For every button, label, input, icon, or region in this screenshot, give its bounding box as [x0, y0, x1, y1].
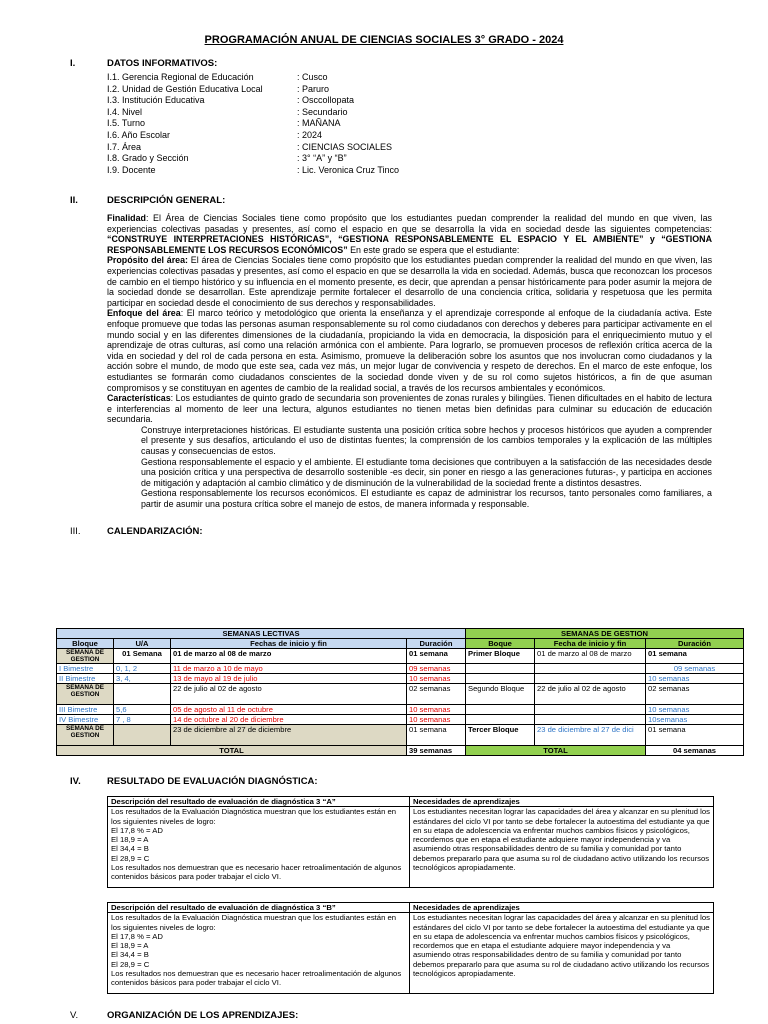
section-4-title: RESULTADO DE EVALUACIÓN DIAGNÓSTICA: [107, 776, 318, 787]
section-3-number: III. [70, 526, 81, 537]
section-5-number: V. [70, 1010, 79, 1021]
proposito-paragraph: Propósito del área: El área de Ciencias Sociales tiene como propósito que los estudiantes puedan comprender la realidad del mundo en que viven, las experiencias colectivas pasadas y presentes, así como el espacio en que se desarrolla la vida en sociedad. Además, busca que reconozcan los procesos de cambio en el tiempo histórico y su influencia en el momento presente, es decir, que aprendan a pensar históricamente para poder asumir la mejora de la sociedad donde se desarrollan. Este aprendizaje permite fortalecer el desarrollo de una conciencia crítica, solidaria y respetuosa que les permita participar en sociedad desde el conocimiento de sus derechos y responsabilidades. [107, 255, 713, 308]
table-row: IV Bimestre 7 , 8 14 de octubre al 20 de diciembre 10 semanas 10semanas [57, 715, 744, 725]
column-header: Duración [646, 639, 744, 649]
list-item: Gestiona responsablemente el espacio y el ambiente. El estudiante toma decisiones que contribuyen a la satisfacción de las necesidades desde una posición crítica y una perspectiva de desarrollo sostenible -es decir, sin poner en riesgo a las generaciones futuras-, y participa en acciones de mitigación y adaptación al cambio climático y de disminución de la vulnerabilidad de la sociedad frente a distintos desastres. [115, 457, 712, 489]
table-row: II Bimestre 3, 4, 13 de mayo al 19 de julio 10 semanas 10 semanas [57, 674, 744, 684]
column-header: Fecha de inicio y fin [535, 639, 646, 649]
column-header: Necesidades de aprendizajes [410, 903, 714, 913]
column-header: Boque [466, 639, 535, 649]
results-cell: Los resultados de la Evaluación Diagnóstica muestran que los estudiantes están en los siguientes niveles de logro: El 17,8 % = AD El 18,9 = A El 34,4 = B El 28,9 = C Los resultados nos demuestran que es necesario hacer retroalimentación de algunos contenidos básicos para poder trabajar el ciclo VI. [108, 807, 410, 888]
section-1-number: I. [70, 58, 76, 69]
bullet-icon [115, 425, 141, 457]
gestion-header: SEMANAS DE GESTION [466, 629, 744, 639]
finalidad-paragraph: Finalidad: El Área de Ciencias Sociales tiene como propósito que los estudiantes puedan comprender la realidad del mundo en que viven, las experiencias colectivas pasadas y presentes, así como el espacio en que se desarrolla la vida en sociedad desde las siguientes competencias: “CONSTRUYE INTERPRETACIONES HISTÓRICAS”, “GESTIONA RESPONSABLEMENTE EL ESPACIO Y EL AMBIENTE” y “GESTIONA RESPONSABLEMENTE LOS RECURSOS ECONÓMICOS” En este grado se espera que el estudiante: [107, 213, 712, 255]
info-row: I.2. Unidad de Gestión Educativa Local : Paruro [107, 83, 330, 94]
section-5-title: ORGANIZACIÓN DE LOS APRENDIZAJES: [107, 1010, 299, 1021]
section-2-number: II. [70, 195, 78, 206]
column-header: Descripción del resultado de evaluación de diagnóstica 3 “A” [108, 797, 410, 807]
diagnostic-table-a [107, 796, 714, 888]
column-header: Necesidades de aprendizajes [410, 797, 714, 807]
section-4-number: IV. [70, 776, 81, 787]
needs-cell: Los estudiantes necesitan lograr las capacidades del área y alcanzar en su plenitud los estándares del ciclo VI por tanto se debe fortalecer la autoestima del estudiante ya que en su etapa de adolescencia va enfrentar muchos cambios físicos y psicológicos, recordemos que en etapa el estudiante adquiere mayor independencia y va asumiendo otras responsabilidades dentro de su familia y comunidad por tanto debemos prepararlo para que asuma su rol de ciudadano activo utilizando los recursos tecnológicos apropiadamente. [410, 913, 714, 994]
table-row: SEMANA DE GESTION 01 Semana 01 de marzo al 08 de marzo 01 semana Primer Bloque 01 de marzo al 08 de marzo 01 semana [57, 649, 744, 664]
table-row: SEMANA DE GESTION 22 de julio al 02 de agosto 02 semanas Segundo Bloque 22 de julio al 02 de agosto 02 semanas [57, 684, 744, 705]
general-description [107, 213, 712, 510]
results-cell: Los resultados de la Evaluación Diagnóstica muestran que los estudiantes están en los siguientes niveles de logro: El 17,8 % = AD El 18,9 = A El 34,4 = B El 28,9 = C Los resultados nos demuestran que es necesario hacer retroalimentación de algunos contenidos básicos para poder trabajar el ciclo VI. [108, 913, 410, 994]
caracteristicas-paragraph: Características: Los estudiantes de quinto grado de secundaria son provenientes de zonas rurales y bilingües. Tienen dificultades en el habito de lectura e interferencias al momento de leer una lectura, algunos estudiantes no tienen metas bien definidas para culminar su educación de educación secundaria. [107, 393, 712, 425]
total-label: TOTAL [466, 746, 646, 756]
list-item: Construye interpretaciones históricas. El estudiante sustenta una posición crítica sobre hechos y procesos históricos que ayuden a comprender el presente y sus desafíos, articulando el uso de distintas fuentes; la comprensión de los cambios temporales y la explicación de las múltiples causas y consecuencias de estos. [115, 425, 712, 457]
info-row: I.8. Grado y Sección : 3° “A” y “B” [107, 153, 347, 164]
table-row: TOTAL 39 semanas TOTAL 04 semanas [57, 746, 744, 756]
lectivas-header: SEMANAS LECTIVAS [57, 629, 466, 639]
total-label: TOTAL [57, 746, 407, 756]
column-header: U/A [114, 639, 171, 649]
column-header: Duración [407, 639, 466, 649]
list-item: Gestiona responsablemente los recursos económicos. El estudiante es capaz de administrar los recursos, tanto personales como familiares, a partir de asumir una postura crítica sobre el manejo de estos, de manera informada y responsable. [115, 488, 712, 509]
table-row: III Bimestre 5,6 05 de agosto al 11 de octubre 10 semanas 10 semanas [57, 705, 744, 715]
enfoque-paragraph: Enfoque del área: El marco teórico y metodológico que orienta la enseñanza y el aprendizaje corresponde al enfoque de la ciudadanía activa. Este enfoque promueve que todas las personas asuman responsablemente su rol como ciudadanos con derechos y deberes para participar activamente en el mundo social y en las diferentes dimensiones de la ciudadanía, propiciando la vida en democracia, la disposición para el enriquecimiento mutuo y el aprendizaje de otras culturas, así como una relación armónica con el ambiente. Para lograrlo, se promueven procesos de reflexión crítica acerca de la vida en sociedad y del rol de cada persona en esta. Asimismo, promueve la deliberación sobre los asuntos que nos involucran como ciudadanos y la acción sobre el mundo, de modo que este sea, cada vez más, un mejor lugar de convivencia y respeto de derechos. En el marco de este enfoque, los estudiantes se formarán como ciudadanos conscientes de la sociedad donde viven y de su rol como sujetos históricos, a fin de que asuman compromisos y se constituyan en agentes de cambio de la realidad social, a través de los recursos ambientales y económicos. [107, 308, 712, 393]
bullet-icon [115, 488, 141, 509]
info-row: I.4. Nivel : Secundario [107, 106, 348, 117]
info-row: I.6. Año Escolar : 2024 [107, 129, 323, 140]
diagnostic-table-b [107, 902, 714, 994]
column-header: Fechas de inicio y fin [171, 639, 407, 649]
section-3-title: CALENDARIZACIÓN: [107, 526, 203, 537]
table-row: I Bimestre 0, 1, 2 11 de marzo a 10 de mayo 09 semanas 09 semanas [57, 664, 744, 674]
calendar-table [56, 628, 744, 756]
section-2-title: DESCRIPCIÓN GENERAL: [107, 195, 226, 206]
info-row: I.3. Institución Educativa : Osccollopata [107, 95, 355, 106]
column-header: Bloque [57, 639, 114, 649]
info-row: I.1. Gerencia Regional de Educación : Cusco [107, 72, 328, 82]
document-title: PROGRAMACIÓN ANUAL DE CIENCIAS SOCIALES 3° GRADO - 2024 [204, 34, 564, 46]
section-1-title: DATOS INFORMATIVOS: [107, 58, 218, 69]
info-row: I.5. Turno : MAÑANA [107, 118, 341, 129]
info-row: I.9. Docente : Lic. Veronica Cruz Tinco [107, 164, 400, 175]
info-row: I.7. Área : CIENCIAS SOCIALES [107, 141, 393, 152]
bullet-icon [115, 457, 141, 489]
info-list [107, 72, 399, 176]
table-row: SEMANA DE GESTION 23 de diciembre al 27 de diciembre 01 semana Tercer Bloque 23 de diciembre al 27 de dici 01 semana [57, 725, 744, 746]
needs-cell: Los estudiantes necesitan lograr las capacidades del área y alcanzar en su plenitud los estándares del ciclo VI por tanto se debe fortalecer la autoestima del estudiante ya que en su etapa de adolescencia va enfrentar muchos cambios físicos y psicológicos, recordemos que en etapa el estudiante adquiere mayor independencia y va asumiendo otras responsabilidades dentro de su familia y comunidad por tanto debemos prepararlo para que asuma su rol de ciudadano activo utilizando los recursos tecnológicos apropiadamente. [410, 807, 714, 888]
column-header: Descripción del resultado de evaluación de diagnóstica 3 “B” [108, 903, 410, 913]
